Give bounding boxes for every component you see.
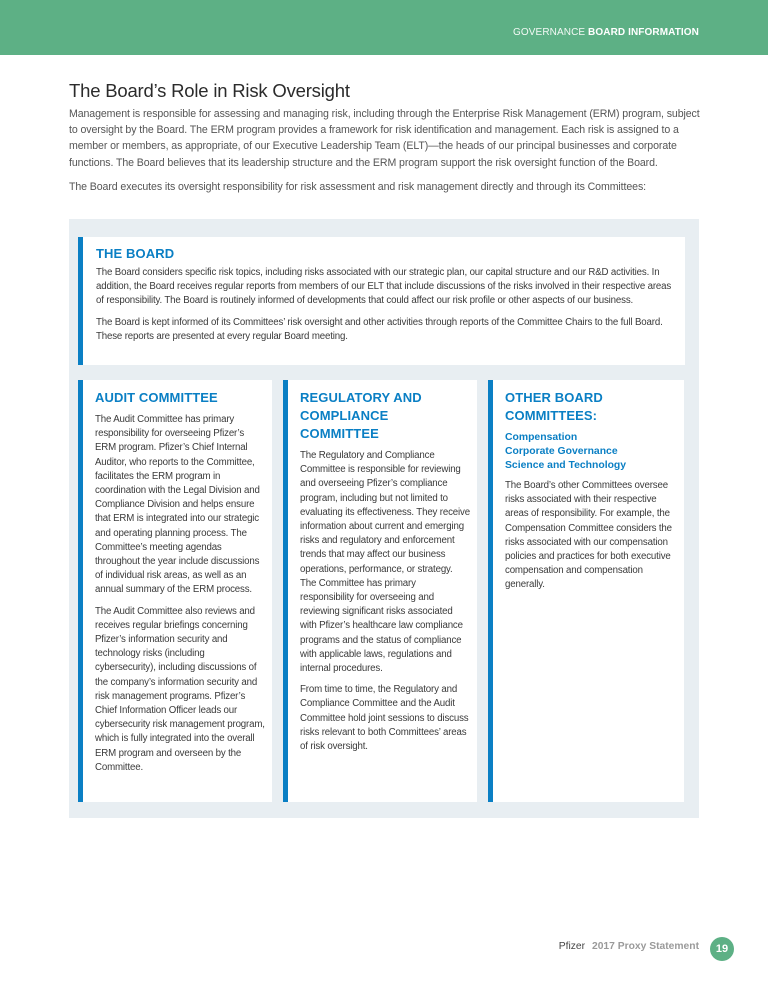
audit-paragraph: The Audit Committee has primary responsibility for overseeing Pfizer’s ERM program. Pfizer’s Chief Internal Auditor, who reports to the Committee, facilitates the ERM program in coordination with the Legal Division and Compliance Division and helps ensure that ERM is integrated into our strategic and operating planning process. The Committee’s meeting agendas throughout the year include discussions of individual risk areas, as well as an annual summary of the ERM process. [95, 414, 260, 596]
header-bar [0, 0, 768, 55]
regulatory-committee-card [283, 380, 477, 802]
page-title: The Board’s Role in Risk Oversight [69, 80, 350, 101]
committee-list [505, 431, 678, 473]
intro-paragraph: Management is responsible for assessing and managing risk, including through the Enterprise Risk Management (ERM) program, subject to oversight by the Board. The ERM program provides a framework for risk identification and management. Each risk is assigned to a member or members, as appropriate, of our Executive Leadership Team (ELT)—the heads of our principal businesses and corporate functions. The Board believes that its leadership structure and the ERM program support the risk oversight function of the Board. [69, 108, 700, 169]
board-paragraph: The Board is kept informed of its Committees’ risk oversight and other activities through reports of the Committee Chairs to the full Board. These reports are presented at every regular Board meeting. [96, 316, 663, 342]
section-label: GOVERNANCE [513, 27, 586, 38]
board-paragraph: The Board considers specific risk topics, including risks associated with our strategic plan, our capital structure and our R&D activities. In addition, the Board receives regular reports from members of our ELT that include discussions of the risks involved in their respective areas of responsibility. The Board is routinely informed of developments that could affect our risk profile or other aspects of our business. [96, 267, 672, 307]
intro-paragraph: The Board executes its oversight responsibility for risk assessment and risk management directly and through its Committees: [69, 180, 646, 193]
footer-company: Pfizer [558, 941, 586, 952]
audit-paragraph: The Audit Committee also reviews and receives regular briefings concerning Pfizer’s information security and technology risks (including cybersecurity), including discussions of the company’s information security and risk management programs. Pfizer’s Chief Information Officer leads our cybersecurity risk management program, which is fully integrated into the overall ERM program and overseen by the Committee. [95, 605, 265, 773]
committee-name: Compensation [505, 432, 578, 443]
board-heading: THE BOARD [96, 246, 175, 261]
intro-text [69, 106, 709, 203]
section-breadcrumb [513, 27, 699, 38]
regulatory-paragraph: The Regulatory and Compliance Committee is responsible for reviewing and overseeing Pfizer’s compliance program, including but not limited to evaluating its effectiveness. They receive information about current and emerging risks and regulatory and enforcement trends that may affect our business operations, performance, or strategy. The Committee has primary responsibility for overseeing and reviewing significant risks associated with Pfizer’s healthcare law compliance programs and the status of compliance with applicable laws, regulations and internal procedures. [300, 450, 470, 675]
page-number-badge: 19 [710, 937, 734, 961]
audit-committee-card [78, 380, 272, 802]
audit-heading: AUDIT COMMITTEE [95, 390, 218, 405]
regulatory-paragraph: From time to time, the Regulatory and Compliance Committee and the Audit Committee hold joint sessions to discuss risks relevant to both Committees’ areas of risk oversight. [300, 684, 469, 753]
page-footer [559, 941, 699, 952]
oversight-panel [69, 219, 699, 818]
other-paragraph: The Board’s other Committees oversee risks associated with their respective areas of responsibility. For example, the Compensation Committee considers the risks associated with our compensation policies and practices for both executive compensation and compensation generally. [505, 480, 672, 591]
committee-name: Science and Technology [505, 460, 627, 471]
other-committees-card [488, 380, 684, 802]
board-card [78, 237, 685, 365]
other-heading: OTHER BOARD COMMITTEES: [505, 390, 603, 423]
subsection-label: BOARD INFORMATION [588, 27, 699, 38]
footer-document: 2017 Proxy Statement [591, 941, 699, 952]
committee-name: Corporate Governance [505, 446, 618, 457]
regulatory-heading: REGULATORY AND COMPLIANCE COMMITTEE [300, 390, 422, 441]
